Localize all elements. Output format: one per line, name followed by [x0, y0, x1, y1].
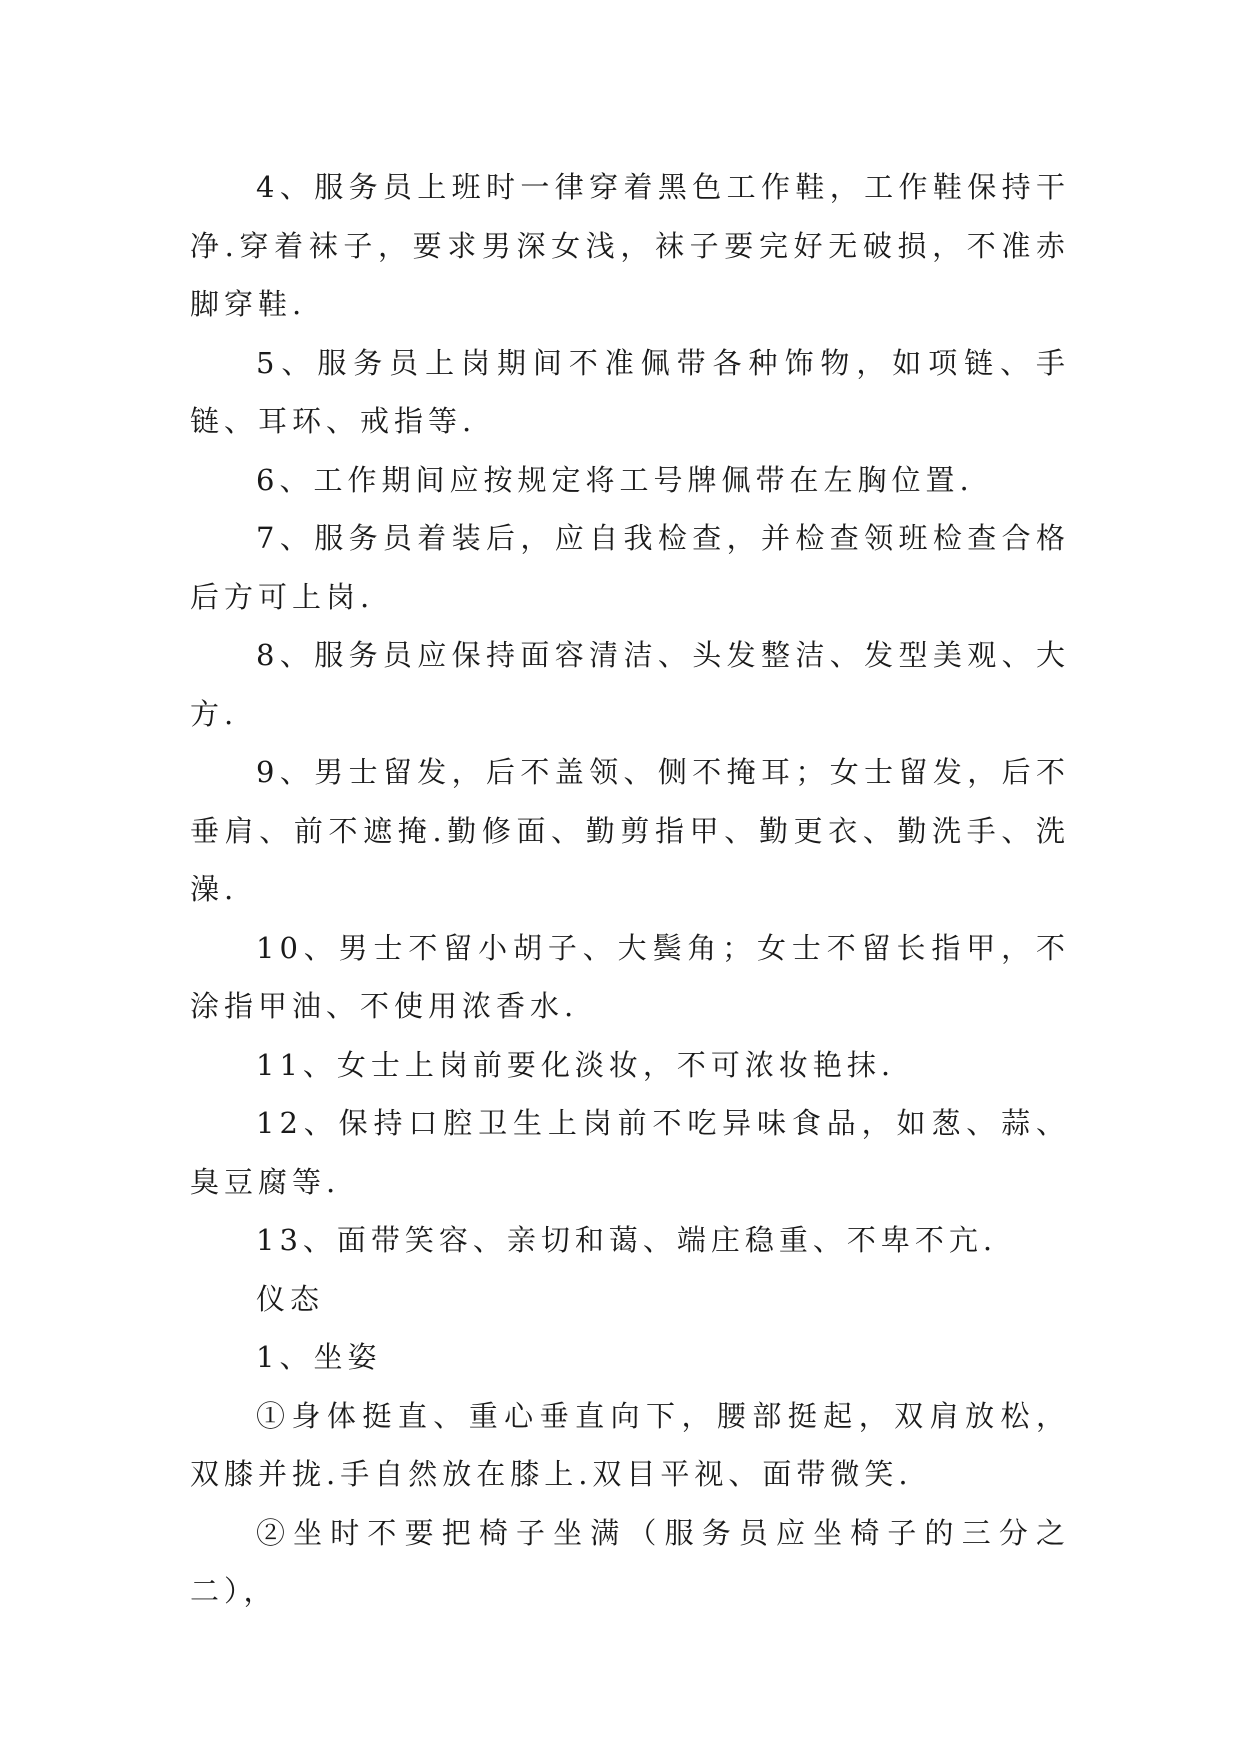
paragraph-item-8: 8、服务员应保持面容清洁、头发整洁、发型美观、大方. [190, 638, 1070, 731]
document-page [190, 158, 1070, 1621]
paragraph-item-9: 9、男士留发，后不盖领、侧不掩耳；女士留发，后不垂肩、前不遮掩.勤修面、勤剪指甲、勤更衣、勤洗手、洗澡. [190, 755, 1070, 906]
paragraph-item-10: 10、男士不留小胡子、大鬓角；女士不留长指甲，不涂指甲油、不使用浓香水. [190, 930, 1070, 1023]
paragraph-item-13: 13、面带笑容、亲切和蔼、端庄稳重、不卑不亢. [256, 1223, 998, 1257]
paragraph-item-6: 6、工作期间应按规定将工号牌佩带在左胸位置. [256, 462, 974, 497]
paragraph-item-7: 7、服务员着装后，应自我检查，并检查领班检查合格后方可上岗. [190, 521, 1070, 614]
sub-paragraph-1: ①身体挺直、重心垂直向下，腰部挺起，双肩放松，双膝并拢.手自然放在膝上.双目平视、面带微笑. [190, 1398, 1070, 1491]
subsection-title: 1、坐姿 [256, 1340, 382, 1374]
paragraph-item-12: 12、保持口腔卫生上岗前不吃异味食品，如葱、蒜、臭豆腐等. [190, 1106, 1070, 1199]
section-title: 仪态 [256, 1281, 325, 1316]
paragraph-item-11: 11、女士上岗前要化淡妆，不可浓妆艳抹. [256, 1047, 896, 1082]
sub-paragraph-2: ②坐时不要把椅子坐满（服务员应坐椅子的三分之二）， [190, 1515, 1070, 1608]
paragraph-item-5: 5、服务员上岗期间不准佩带各种饰物，如项链、手链、耳环、戒指等. [190, 345, 1070, 438]
paragraph-item-4: 4、服务员上班时一律穿着黑色工作鞋，工作鞋保持干净.穿着袜子，要求男深女浅，袜子要完好无破损，不准赤脚穿鞋. [190, 170, 1070, 321]
